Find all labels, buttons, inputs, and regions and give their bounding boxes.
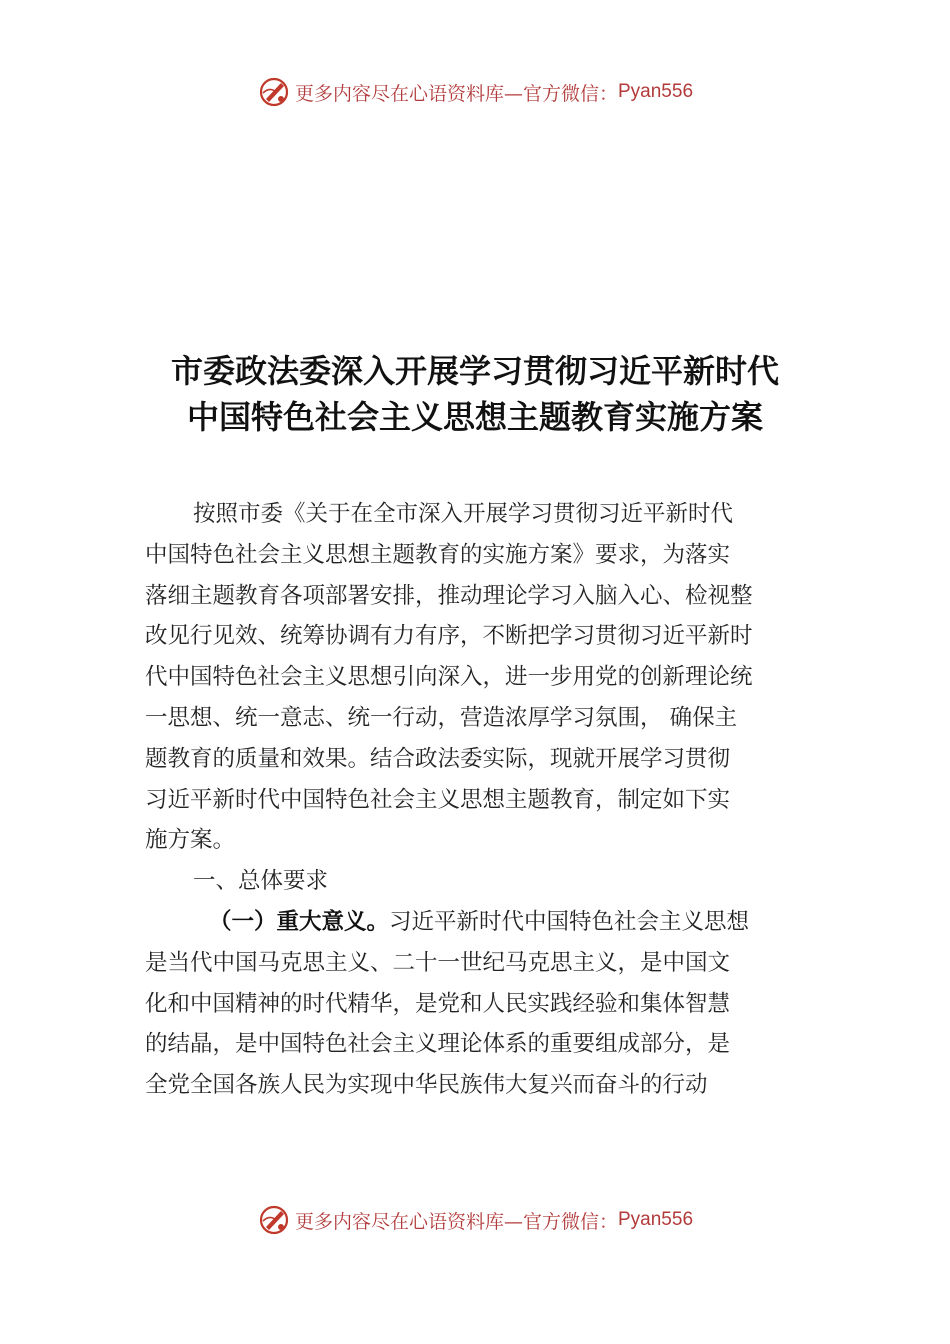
intro-line: 代中国特色社会主义思想引向深入，进一步用党的创新理论统 [145, 664, 753, 691]
document-title [0, 348, 950, 440]
footer-banner [0, 1200, 950, 1240]
subsection-first-line [145, 902, 821, 943]
banner-text: 更多内容尽在心语资料库—官方微信： [294, 82, 618, 105]
intro-line: 按照市委《关于在全市深入开展学习贯彻习近平新时代 [193, 501, 734, 527]
subsection-label: （一）重大意义。 [209, 908, 390, 935]
banner-wechat-id: Pyan556 [618, 81, 694, 102]
title-line-1: 市委政法委深入开展学习贯彻习近平新时代 [170, 352, 779, 390]
intro-line: 改见行见效、统筹协调有力有序，不断把学习贯彻习近平新时 [145, 623, 753, 650]
subsection-line: 是当代中国马克思主义、二十一世纪马克思主义，是中国文 [145, 949, 731, 976]
subsection-line: 的结晶，是中国特色社会主义理论体系的重要组成部分，是 [145, 1031, 731, 1058]
banner-wechat-id: Pyan556 [618, 1209, 694, 1230]
intro-line: 施方案。 [145, 827, 236, 854]
intro-line: 落细主题教育各项部署安排，推动理论学习入脑入心、检视整 [145, 582, 753, 609]
subsection-first-text: 习近平新时代中国特色社会主义思想 [389, 908, 750, 935]
banner-text: 更多内容尽在心语资料库—官方微信： [294, 1210, 618, 1233]
header-banner [0, 72, 950, 112]
intro-line: 题教育的质量和效果。结合政法委实际，现就开展学习贯彻 [145, 745, 731, 772]
subsection-line: 化和中国精神的时代精华，是党和人民实践经验和集体智慧 [145, 990, 731, 1017]
title-line-2: 中国特色社会主义思想主题教育实施方案 [186, 398, 763, 436]
intro-line: 一思想、统一意志、统一行动，营造浓厚学习氛围， 确保主 [145, 704, 738, 731]
document-body [145, 494, 821, 1106]
brand-logo-icon [257, 75, 291, 109]
subsection-line: 全党全国各族人民为实现中华民族伟大复兴而奋斗的行动 [145, 1072, 708, 1099]
intro-line: 中国特色社会主义思想主题教育的实施方案》要求，为落实 [145, 541, 731, 568]
brand-logo-icon [257, 1203, 291, 1237]
section-heading: 一、总体要求 [193, 868, 329, 895]
intro-line: 习近平新时代中国特色社会主义思想主题教育，制定如下实 [145, 786, 731, 813]
